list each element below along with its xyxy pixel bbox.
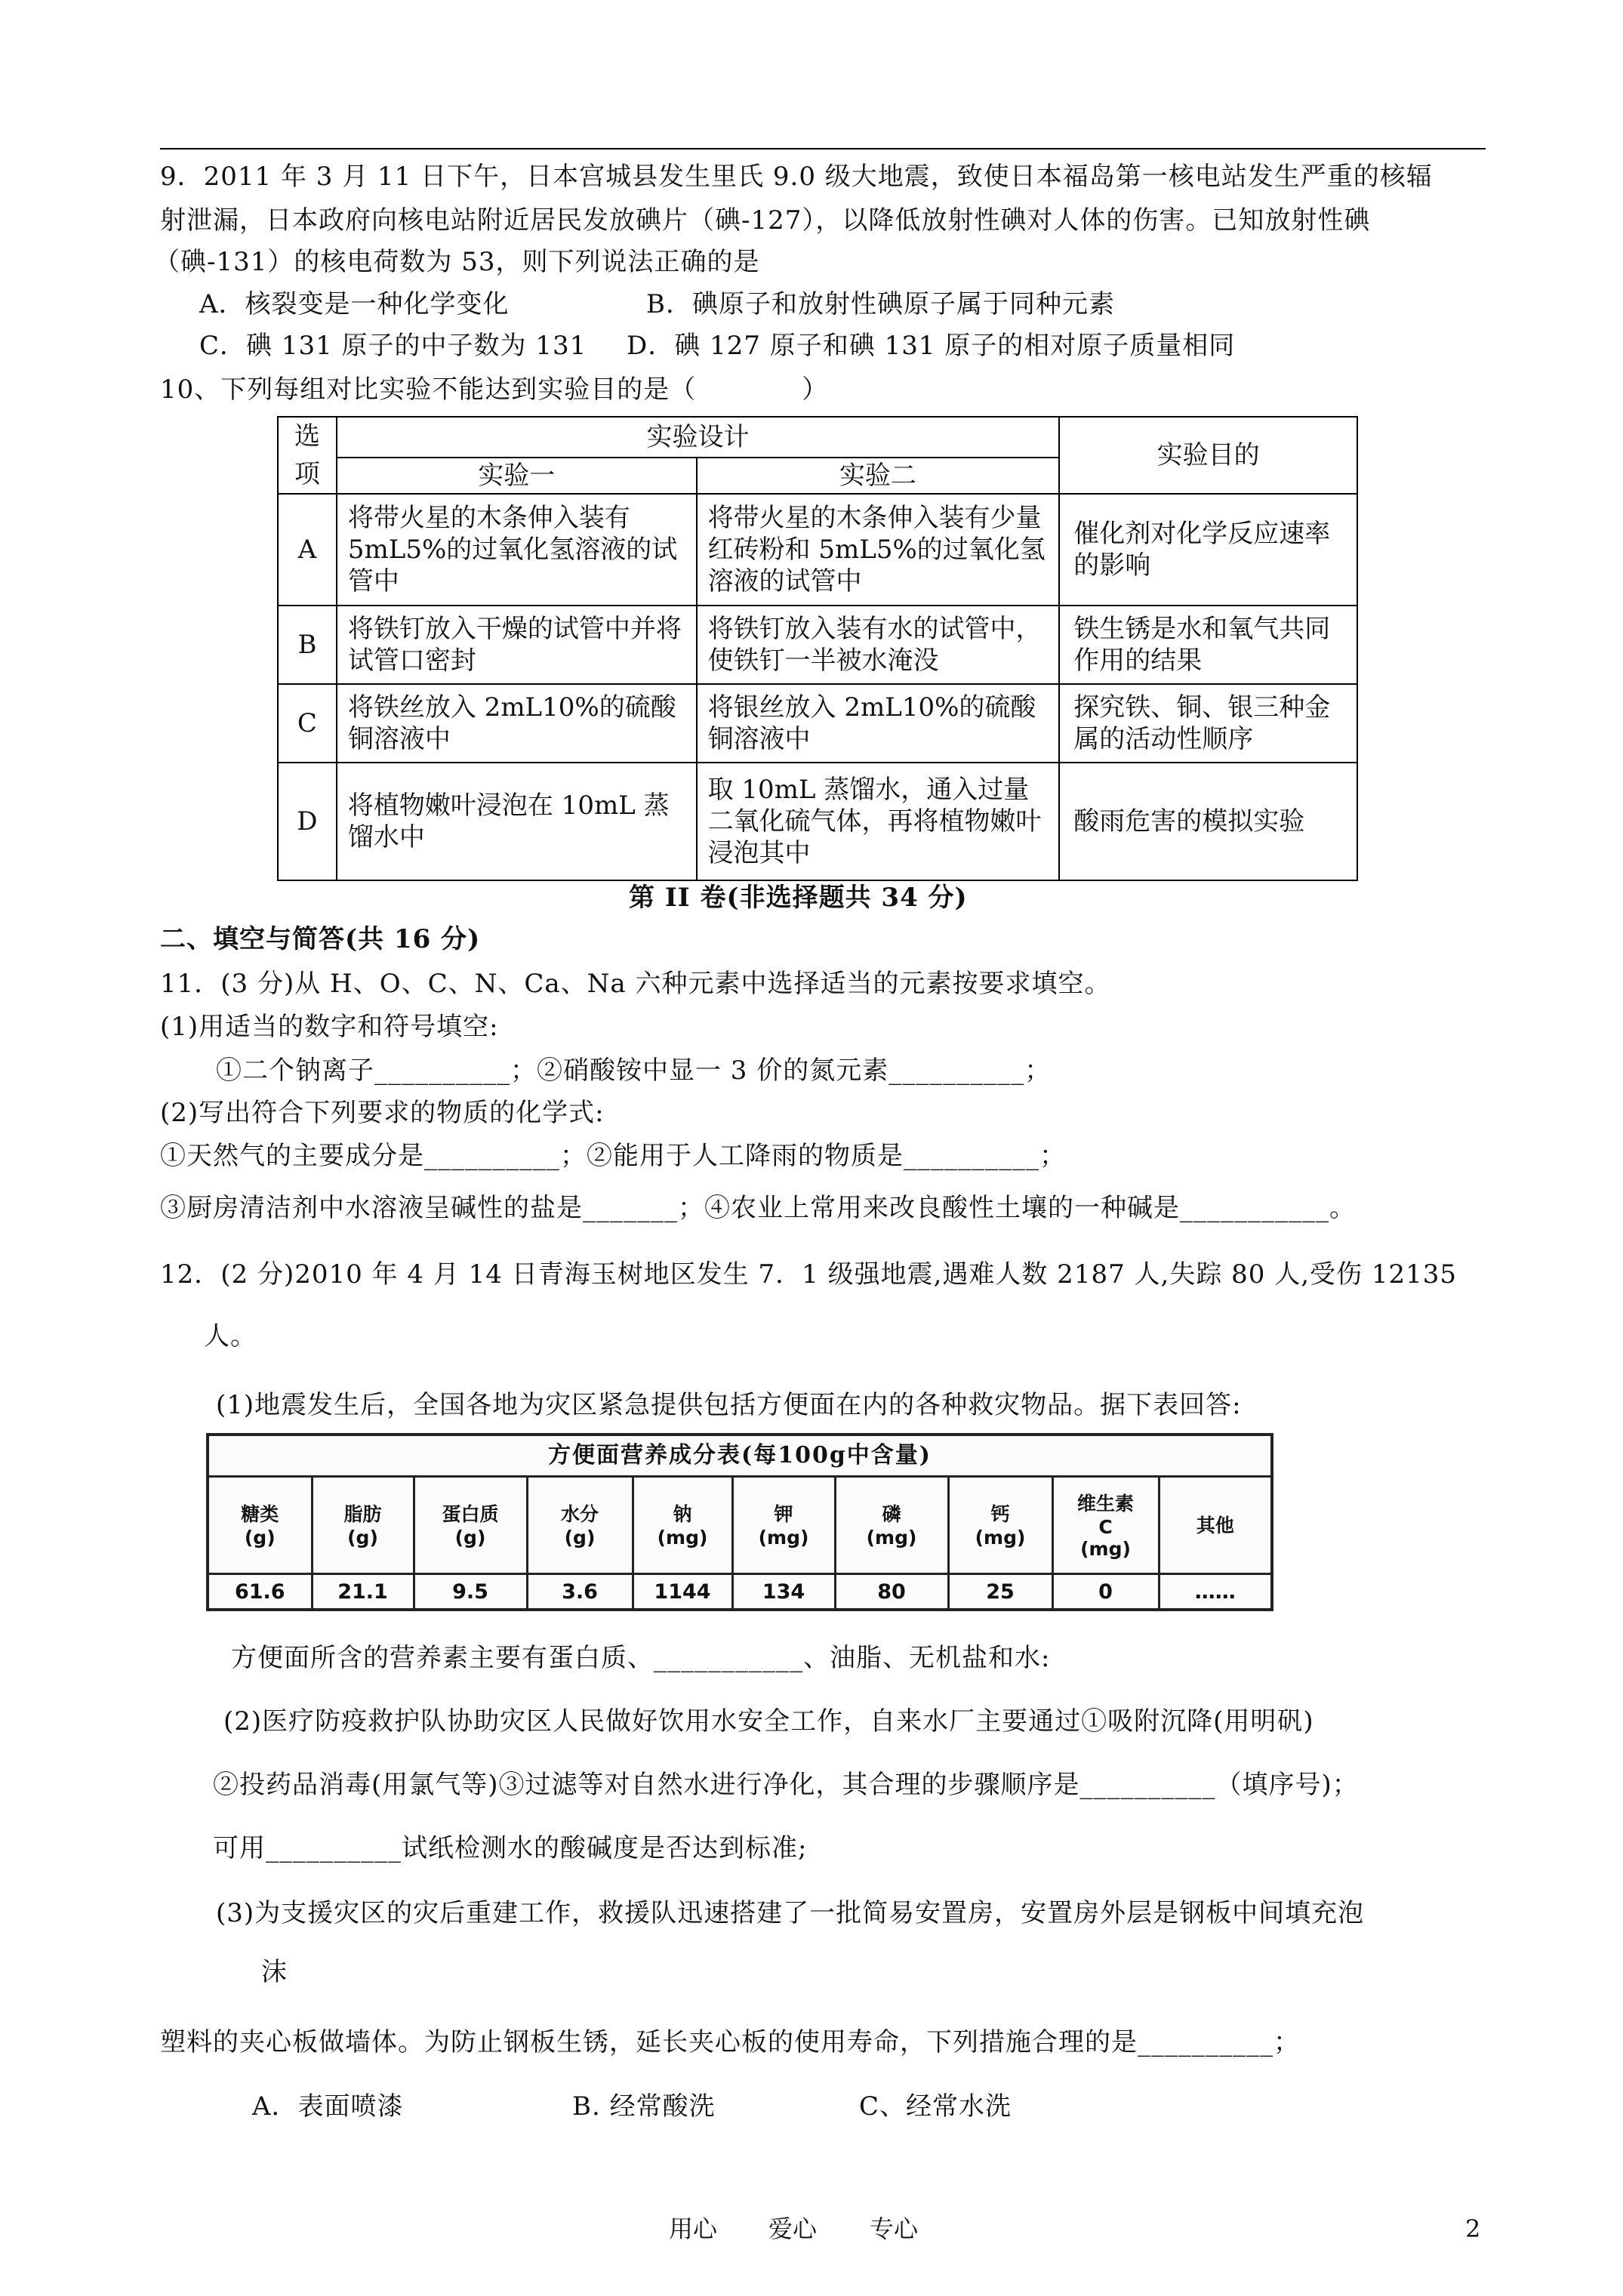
- row-exp2: 将带火星的木条伸入装有少量红砖粉和 5mL5%的过氧化氢溶液的试管中: [697, 494, 1060, 606]
- nutrient-value: 80: [835, 1574, 948, 1609]
- q11-stem: 11．(3 分)从 H、O、C、N、Ca、Na 六种元素中选择适当的元素按要求填空。: [160, 969, 1111, 999]
- header-purpose: 实验目的: [1059, 417, 1357, 494]
- row-purpose: 铁生锈是水和氧气共同作用的结果: [1059, 606, 1357, 684]
- q12-option-b: B. 经常酸洗: [572, 2091, 716, 2122]
- row-option: B: [278, 606, 337, 684]
- nutrient-value: 21.1: [312, 1574, 414, 1609]
- nutrient-header: 其他: [1159, 1475, 1270, 1574]
- nutrient-header: 钙 (mg): [948, 1475, 1052, 1574]
- q12-line2: 人。: [204, 1321, 257, 1351]
- q11-sub2: (2)写出符合下列要求的物质的化学式:: [160, 1098, 605, 1128]
- q9-option-a: A．核裂变是一种化学变化: [199, 289, 510, 319]
- nutrient-header: 水分 (g): [527, 1475, 633, 1574]
- q12-sub3-line1: (3)为支援灾区的灾后重建工作，救援队迅速搭建了一批简易安置房，安置房外层是钢板中间填充泡: [216, 1898, 1365, 1928]
- q9-option-d: D．碘 127 原子和碘 131 原子的相对原子质量相同: [627, 331, 1236, 361]
- footer-motto-1: 用心: [669, 2214, 718, 2243]
- row-option: A: [278, 494, 337, 606]
- row-purpose: 酸雨危害的模拟实验: [1059, 763, 1357, 880]
- q11-sub1: (1)用适当的数字和符号填空:: [160, 1012, 499, 1042]
- nutrient-value: 61.6: [209, 1574, 312, 1609]
- nutrient-header: 维生素 C (mg): [1052, 1475, 1159, 1574]
- part2-heading: 二、填空与简答(共 16 分): [160, 924, 481, 954]
- footer-motto-2: 爱心: [768, 2214, 818, 2243]
- row-exp2: 将铁钉放入装有水的试管中，使铁钉一半被水淹没: [697, 606, 1060, 684]
- q9-line1: 9．2011 年 3 月 11 日下午，日本宫城县发生里氏 9.0 级大地震，致使日本福岛第一核电站发生严重的核辐: [160, 162, 1433, 192]
- nutrient-value: 1144: [633, 1574, 732, 1609]
- q9-option-c: C．碘 131 原子的中子数为 131: [199, 331, 587, 361]
- nutrient-value: 134: [732, 1574, 835, 1609]
- row-exp1: 将带火星的木条伸入装有5mL5%的过氧化氢溶液的试管中: [337, 494, 697, 606]
- row-exp2: 将银丝放入 2mL10%的硫酸铜溶液中: [697, 684, 1060, 763]
- nutrient-header: 钾 (mg): [732, 1475, 835, 1574]
- q12-sub3-line3: 塑料的夹心板做墙体。为防止钢板生锈，延长夹心板的使用寿命，下列措施合理的是__________；: [160, 2027, 1300, 2057]
- row-exp1: 将植物嫩叶浸泡在 10mL 蒸馏水中: [337, 763, 697, 880]
- experiment-table: [277, 416, 1358, 881]
- header-option: 选项: [278, 417, 337, 494]
- nutrient-value: ……: [1159, 1574, 1270, 1609]
- row-purpose: 探究铁、铜、银三种金属的活动性顺序: [1059, 684, 1357, 763]
- q12-line1: 12．(2 分)2010 年 4 月 14 日青海玉树地区发生 7．1 级强地震,遇难人数 2187 人,失踪 80 人,受伤 12135: [160, 1259, 1457, 1290]
- nutrition-table-image: [206, 1433, 1273, 1611]
- q12-sub1: (1)地震发生后，全国各地为灾区紧急提供包括方便面在内的各种救灾物品。据下表回答:: [216, 1390, 1242, 1420]
- table-row: [278, 684, 1357, 763]
- header-rule: [160, 148, 1486, 149]
- q12-sub2-line1: (2)医疗防疫救护队协助灾区人民做好饮用水安全工作，自来水厂主要通过①吸附沉降(用明矾): [223, 1706, 1314, 1737]
- q12-sub2-line3: 可用__________试纸检测水的酸碱度是否达到标准;: [213, 1833, 808, 1863]
- nutrient-header: 糖类 (g): [241, 1503, 279, 1549]
- q11-sub2-line1: ①天然气的主要成分是__________；②能用于人工降雨的物质是__________；: [160, 1141, 1066, 1171]
- q11-sub1-items: ①二个钠离子__________；②硝酸铵中显一 3 价的氮元素__________；: [216, 1056, 1052, 1086]
- row-exp2: 取 10mL 蒸馏水，通入过量二氧化硫气体，再将植物嫩叶浸泡其中: [697, 763, 1060, 880]
- nutrition-title: 方便面营养成分表(每100g中含量): [209, 1436, 1270, 1478]
- volume2-heading: 第 II 卷(非选择题共 34 分): [629, 883, 968, 913]
- page-number: 2: [1465, 2214, 1481, 2243]
- header-exp2: 实验二: [697, 458, 1060, 494]
- table-row: [278, 494, 1357, 606]
- header-design: 实验设计: [337, 417, 1059, 458]
- header-exp1: 实验一: [337, 458, 697, 494]
- nutrient-value: 3.6: [527, 1574, 633, 1609]
- row-option: D: [278, 763, 337, 880]
- q11-sub2-line2: ③厨房清洁剂中水溶液呈碱性的盐是_______；④农业上常用来改良酸性土壤的一种碱是___________。: [160, 1193, 1356, 1223]
- q9-line2: 射泄漏，日本政府向核电站附近居民发放碘片（碘-127），以降低放射性碘对人体的伤害。已知放射性碘: [160, 205, 1371, 236]
- q12-option-c: C、经常水洗: [859, 2091, 1012, 2122]
- nutrient-header: 磷 (mg): [835, 1475, 948, 1574]
- row-option: C: [278, 684, 337, 763]
- nutrient-value: 0: [1052, 1574, 1159, 1609]
- row-purpose: 催化剂对化学反应速率的影响: [1059, 494, 1357, 606]
- footer-motto-3: 专心: [870, 2214, 919, 2243]
- row-exp1: 将铁丝放入 2mL10%的硫酸铜溶液中: [337, 684, 697, 763]
- nutrition-table: [209, 1475, 1270, 1608]
- q10-stem: 10、下列每组对比实验不能达到实验目的是（ ）: [160, 374, 829, 405]
- nutrient-header: 蛋白质 (g): [414, 1475, 527, 1574]
- nutrient-value: 9.5: [414, 1574, 527, 1609]
- q9-line3: （碘-131）的核电荷数为 53，则下列说法正确的是: [154, 247, 760, 277]
- q12-option-a: A．表面喷漆: [252, 2091, 404, 2122]
- q12-sub3-line2: 沫: [261, 1957, 288, 1987]
- q12-sub2-line2: ②投药品消毒(用氯气等)③过滤等对自然水进行净化，其合理的步骤顺序是__________（填序号)；: [213, 1770, 1359, 1800]
- q12-sub1-question: 方便面所含的营养素主要有蛋白质、___________、油脂、无机盐和水:: [231, 1643, 1051, 1673]
- q9-option-b: B．碘原子和放射性碘原子属于同种元素: [646, 289, 1115, 319]
- row-exp1: 将铁钉放入干燥的试管中并将试管口密封: [337, 606, 697, 684]
- table-row: [278, 606, 1357, 684]
- table-row: [278, 763, 1357, 880]
- nutrient-header: 脂肪 (g): [312, 1475, 414, 1574]
- nutrient-value: 25: [948, 1574, 1052, 1609]
- nutrient-header: 钠 (mg): [633, 1475, 732, 1574]
